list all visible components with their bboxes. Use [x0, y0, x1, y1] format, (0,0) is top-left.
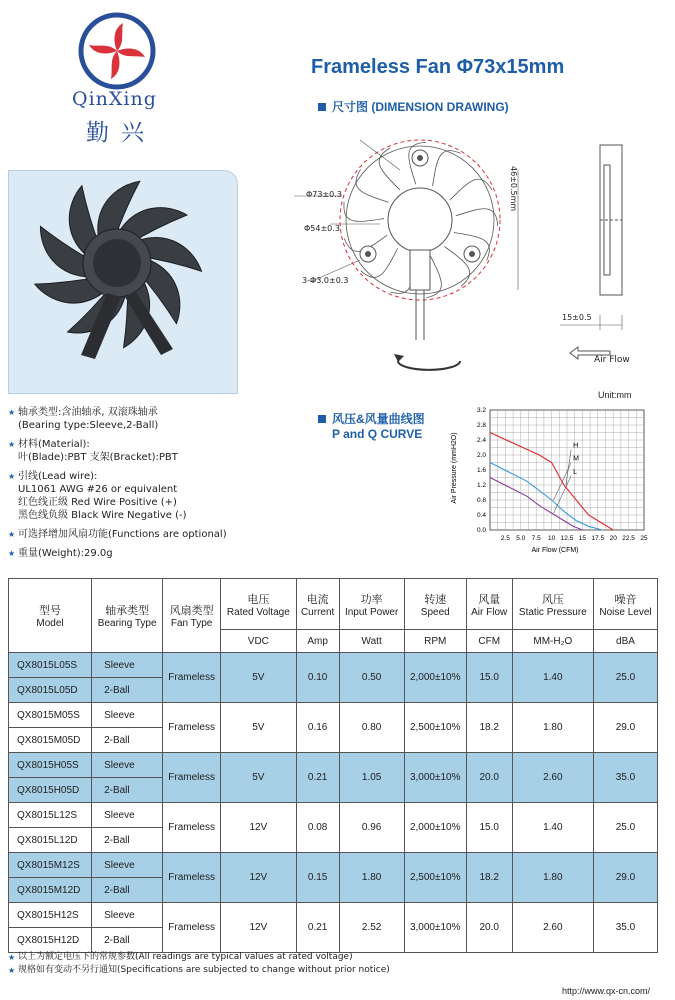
square-bullet-icon	[318, 103, 326, 111]
spec-material: ★ 材料(Material): 叶(Blade):PBT 支架(Bracket):PBT	[8, 438, 268, 464]
x-tick-label: 25	[640, 535, 648, 542]
spec-optional: ★ 可选择增加风扇功能(Functions are optional)	[8, 528, 268, 541]
square-bullet-icon	[318, 415, 326, 423]
fan-photo-icon	[9, 171, 237, 393]
header-voltage: 电压 Rated Voltage	[220, 579, 296, 630]
header-airflow: 风量 Air Flow	[466, 579, 512, 630]
table-row: QX8015M12D 2-Ball	[9, 878, 658, 903]
footnotes	[8, 951, 390, 977]
table-row: QX8015L12S Sleeve Frameless 12V 0.08 0.96 2,000±10% 15.0 1.40 25.0	[9, 803, 658, 828]
spec-bearing: ★ 轴承类型:含油轴承, 双滚珠轴承 (Bearing type:Sleeve,2-Ball)	[8, 406, 268, 432]
table-row: QX8015H12D 2-Ball	[9, 928, 658, 953]
brand-name-cn: 勤兴	[86, 120, 156, 146]
x-tick-label: 2.5	[500, 535, 510, 542]
unit-noise: dBA	[593, 630, 657, 653]
unit-label: Unit:mm	[598, 390, 632, 400]
dimension-drawing	[290, 125, 670, 385]
height-label: 46±0.5mm	[509, 166, 518, 212]
series-label-h: H	[573, 442, 579, 450]
header-current: 电流 Current	[296, 579, 339, 630]
series-label-m: M	[573, 455, 580, 463]
holes-label: 3-Φ3.0±0.3	[302, 276, 349, 285]
header-model: 型号 Model	[9, 579, 92, 653]
header-power: 功率 Input Power	[339, 579, 404, 630]
chart-ylabel: Air Pressure (mmH2O)	[451, 432, 458, 504]
website-link[interactable]: http://www.qx-cn.com/	[562, 986, 651, 996]
page-title: Frameless Fan Φ73x15mm	[311, 56, 565, 78]
table-row: QX8015M05D 2-Ball	[9, 728, 658, 753]
y-tick-label: 3.2	[476, 407, 486, 414]
y-tick-label: 0.0	[476, 527, 486, 534]
footnote: ★ 以上为额定电压下的常规参数(All readings are typical values at rated voltage)	[8, 951, 390, 964]
brand-name: QinXing	[72, 88, 157, 110]
chart-xlabel: Air Flow (CFM)	[531, 547, 579, 554]
y-tick-label: 2.8	[476, 422, 486, 429]
table-group	[9, 903, 658, 953]
x-tick-label: 15	[578, 535, 587, 542]
spec-lead-wire: ★ 引线(Lead wire): UL1061 AWG #26 or equivalent 红色线正级 Red Wire Positive (+) 黑色线负级 Black Wire Negative (-)	[8, 470, 268, 522]
thickness-label: 15±0.5	[562, 313, 592, 322]
airflow-label: Air Flow	[594, 355, 630, 365]
spec-weight: ★ 重量(Weight):29.0g	[8, 547, 268, 560]
x-tick-label: 20	[609, 535, 617, 542]
y-tick-label: 2.0	[476, 452, 486, 459]
y-tick-label: 2.4	[476, 437, 486, 444]
pq-chart	[448, 402, 648, 560]
unit-power: Watt	[339, 630, 404, 653]
unit-voltage: VDC	[220, 630, 296, 653]
table-row: QX8015H05D 2-Ball	[9, 778, 658, 803]
series-line-m	[490, 463, 602, 531]
unit-airflow: CFM	[466, 630, 512, 653]
unit-current: Amp	[296, 630, 339, 653]
x-tick-label: 10	[547, 535, 556, 542]
header-pressure: 风压 Static Pressure	[512, 579, 593, 630]
dimension-heading: 尺寸图 (DIMENSION DRAWING)	[318, 98, 509, 115]
table-group	[9, 803, 658, 853]
product-photo	[8, 170, 238, 394]
table-group	[9, 753, 658, 803]
table-row: QX8015M05S Sleeve Frameless 5V 0.16 0.80 2,500±10% 18.2 1.80 29.0	[9, 703, 658, 728]
x-tick-label: 7.5	[531, 535, 541, 542]
spec-table	[8, 578, 658, 953]
y-tick-label: 1.6	[476, 467, 486, 474]
header-fan-type: 风扇类型 Fan Type	[163, 579, 221, 653]
table-row: QX8015L12D 2-Ball	[9, 828, 658, 853]
x-tick-label: 22.5	[622, 535, 635, 542]
header-bearing: 轴承类型 Bearing Type	[92, 579, 163, 653]
y-tick-label: 0.4	[476, 512, 486, 519]
table-row: QX8015L05D 2-Ball	[9, 678, 658, 703]
unit-speed: RPM	[404, 630, 466, 653]
table-row: QX8015M12S Sleeve Frameless 12V 0.15 1.80 2,500±10% 18.2 1.80 29.0	[9, 853, 658, 878]
table-row: QX8015H05S Sleeve Frameless 5V 0.21 1.05 3,000±10% 20.0 2.60 35.0	[9, 753, 658, 778]
table-row: QX8015L05S Sleeve Frameless 5V 0.10 0.50 2,000±10% 15.0 1.40 25.0	[9, 653, 658, 678]
spec-list	[8, 406, 268, 566]
inner-diameter-label: Φ54±0.3	[304, 224, 340, 233]
y-tick-label: 0.8	[476, 497, 486, 504]
series-label-l: L	[573, 468, 578, 476]
footnote: ★ 规格如有变动不另行通知(Specifications are subjected to change without prior notice)	[8, 964, 390, 977]
x-tick-label: 12.5	[560, 535, 574, 542]
header-noise: 噪音 Noise Level	[593, 579, 657, 630]
pq-heading: 风压&风量曲线图 P and Q CURVE	[318, 410, 425, 441]
table-group	[9, 653, 658, 703]
x-tick-label: 17.5	[591, 535, 605, 542]
y-tick-label: 1.2	[476, 482, 486, 489]
unit-pressure: MM-H₂O	[512, 630, 593, 653]
x-tick-label: 5.0	[516, 535, 526, 542]
table-group	[9, 853, 658, 903]
table-group	[9, 703, 658, 753]
header-speed: 转速 Speed	[404, 579, 466, 630]
outer-diameter-label: Φ73±0.3	[306, 190, 342, 199]
table-row: QX8015H12S Sleeve Frameless 12V 0.21 2.52 3,000±10% 20.0 2.60 35.0	[9, 903, 658, 928]
